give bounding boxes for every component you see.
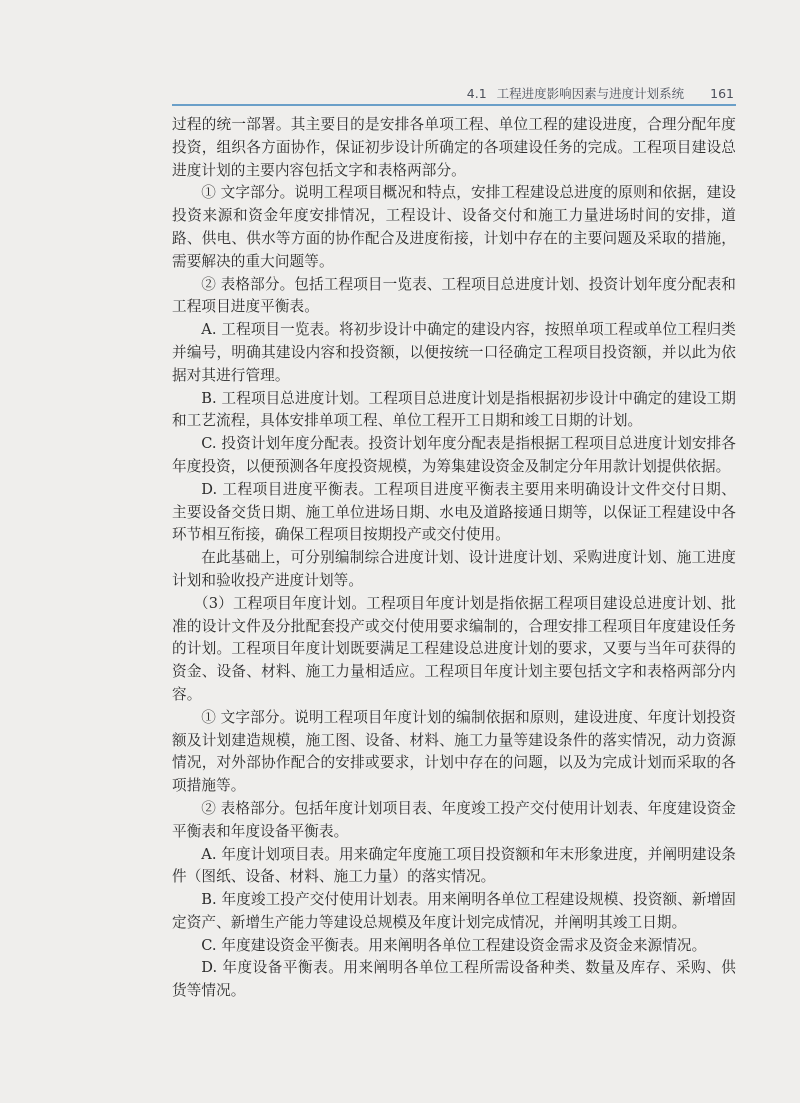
paragraph-annual-plan: （3）工程项目年度计划。工程项目年度计划是指依据工程项目建设总进度计划、批准的设计文件及分批配套投产或交付使用要求编制的，合理安排工程项目年度建设任务的计划。工程项目年度计划既要满足工程建设总进度计划的要求，又要与当年可获得的资金、设备、材料、施工力量相适应。工程项目年度计划主要包括文字和表格两部分内容。 [172,594,736,703]
paragraph-annual-item-c: C. 年度建设资金平衡表。用来阐明各单位工程建设资金需求及资金来源情况。 [201,936,707,954]
paragraph-continuation: 过程的统一部署。其主要目的是安排各单项工程、单位工程的建设进度，合理分配年度投资，组织各方面协作，保证初步设计所确定的各项建设任务的完成。工程项目建设总进度计划的主要内容包括文字和表格两部分。 [172,116,736,179]
paragraph-item-b: B. 工程项目总进度计划。工程项目总进度计划是指根据初步设计中确定的建设工期和工艺流程，具体安排单项工程、单位工程开工日期和竣工日期的计划。 [172,389,736,430]
paragraph-summary: 在此基础上，可分别编制综合进度计划、设计进度计划、采购进度计划、施工进度计划和验收投产进度计划等。 [172,549,736,589]
paragraph-table-part: ② 表格部分。包括工程项目一览表、工程项目总进度计划、投资计划年度分配表和工程项目进度平衡表。 [172,275,736,316]
paragraph-item-d: D. 工程项目进度平衡表。工程项目进度平衡表主要用来明确设计文件交付日期、主要设备交货日期、施工单位进场日期、水电及道路接通日期等，以保证工程建设中各环节相互衔接，确保工程项目按期投产或交付使用。 [172,480,736,544]
header-text [467,84,734,102]
paragraph-item-c: C. 投资计划年度分配表。投资计划年度分配表是指根据工程项目总进度计划安排各年度投资，以便预测各年度投资规模，为筹集建设资金及制定分年用款计划提供依据。 [172,435,736,475]
paragraph-annual-item-d: D. 年度设备平衡表。用来阐明各单位工程所需设备种类、数量及库存、采购、供货等情况。 [172,959,736,1000]
header-section-number: 4.1 [466,86,487,101]
paragraph-item-a: A. 工程项目一览表。将初步设计中确定的建设内容，按照单项工程或单位工程归类并编号，明确其建设内容和投资额，以便按统一口径确定工程项目投资额，并以此为依据对其进行管理。 [172,321,736,384]
paragraph-text-part: ① 文字部分。说明工程项目概况和特点，安排工程建设总进度的原则和依据，建设投资来源和资金年度安排情况，工程设计、设备交付和施工力量进场时间的安排，道路、供电、供水等方面的协作配合及进度衔接，计划中存在的主要问题及采取的措施，需要解决的重大问题等。 [172,184,736,270]
paragraph-annual-table-part: ② 表格部分。包括年度计划项目表、年度竣工投产交付使用计划表、年度建设资金平衡表和年度设备平衡表。 [172,799,736,840]
running-header [172,84,734,104]
page-number: 161 [710,86,734,101]
header-rule [172,104,736,106]
header-section-title: 工程进度影响因素与进度计划系统 [496,86,685,101]
paragraph-annual-text-part: ① 文字部分。说明工程项目年度计划的编制依据和原则，建设进度、年度计划投资额及计划建造规模，施工图、设备、材料、施工力量等建设条件的落实情况，动力资源情况，对外部协作配合的安排或要求，计划中存在的问题，以及为完成计划而采取的各项措施等。 [172,708,736,795]
paragraph-annual-item-b: B. 年度竣工投产交付使用计划表。用来阐明各单位工程建设规模、投资额、新增固定资产、新增生产能力等建设总规模及年度计划完成情况，并阐明其竣工日期。 [172,891,736,931]
paragraph-annual-item-a: A. 年度计划项目表。用来确定年度施工项目投资额和年末形象进度，并阐明建设条件（图纸、设备、材料、施工力量）的落实情况。 [172,845,736,886]
page-body [172,114,736,1003]
